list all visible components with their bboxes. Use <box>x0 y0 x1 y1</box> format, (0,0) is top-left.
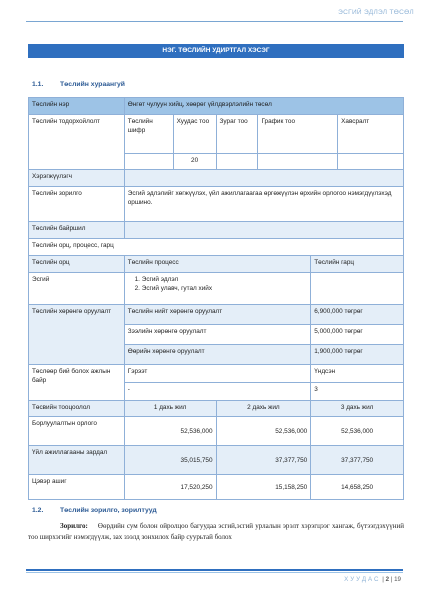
page-number: 2 <box>385 576 390 583</box>
year-header: 2 дахь жил <box>216 401 311 417</box>
jobs-header: Үндсэн <box>311 365 404 383</box>
investment-item-label: Өөрийн хөрөнгө оруулалт <box>124 345 311 365</box>
investment-label: Төслийн хөрөнгө оруулалт <box>29 305 125 365</box>
subheading-number: 1.1. <box>32 81 44 88</box>
forecast-value: 17,520,250 <box>124 475 216 500</box>
flow-header: Төслийн процесс <box>124 256 311 273</box>
section-title: НЭГ. ТӨСЛИЙН УДИРТГАЛ ХЭСЭГ <box>28 44 404 58</box>
flow-header: Төслийн гарц <box>311 256 404 273</box>
forecast-value: 15,158,250 <box>216 475 311 500</box>
forecast-row-label: Үйл ажиллагааны зардал <box>29 446 125 475</box>
name-label: Төслийн нэр <box>29 98 125 115</box>
footer-rule <box>26 569 403 571</box>
forecast-row-label: Цэвэр ашиг <box>29 475 125 500</box>
subheading-goals <box>32 507 157 514</box>
name-value: Өнгөт чулуун хийц, хөөрөг үйлдвэрлэлийн төсөл <box>124 98 403 115</box>
ident-col: Төслийн шифр <box>124 115 173 154</box>
goal-paragraph <box>28 521 404 543</box>
ident-label: Төслийн тодорхойлолт <box>29 115 125 170</box>
input-value: Эсгий <box>29 273 125 305</box>
forecast-value: 52,536,000 <box>124 417 216 446</box>
ident-value <box>338 154 404 170</box>
process-item: 2. Эсгий улавч, гутал хийх <box>142 284 308 293</box>
goal-value: Эсгий эдлэлийг хөгжүүлэх, үйл ажиллагаагаа өргөжүүлэн өрхийн орлогоо нэмэгдүүлэхэд оршино. <box>124 187 403 222</box>
year-header: 1 дахь жил <box>124 401 216 417</box>
forecast-value: 14,658,250 <box>311 475 404 500</box>
goal-paragraph-label: Зорилго: <box>60 522 88 530</box>
forecast-row-label: Борлуулалтын орлого <box>29 417 125 446</box>
header-rule <box>26 21 403 22</box>
jobs-value: 3 <box>311 383 404 401</box>
ident-value: 20 <box>173 154 216 170</box>
subheading-text: Төслийн зорилго, зорилтууд <box>60 507 157 514</box>
ident-col: Хуудас тоо <box>173 115 216 154</box>
running-header: ЭСГИЙ ЭДЛЭЛ ТӨСӨЛ <box>338 9 414 16</box>
investment-item-value: 5,000,000 төгрөг <box>311 325 404 345</box>
subheading-text: Төслийн хураангуй <box>60 81 125 88</box>
jobs-header: Гэрээт <box>124 365 311 383</box>
flow-title: Төслийн орц, процесс, гарц <box>29 239 404 256</box>
forecast-value: 52,536,000 <box>216 417 311 446</box>
forecast-value: 37,377,750 <box>216 446 311 475</box>
process-cell <box>124 273 311 305</box>
footer-separator: | <box>382 576 384 583</box>
footer-rule-thin <box>26 572 403 573</box>
investment-item-value: 1,900,000 төгрөг <box>311 345 404 365</box>
page-footer <box>344 576 401 583</box>
ident-col: Зураг тоо <box>216 115 258 154</box>
forecast-value: 52,536,000 <box>311 417 404 446</box>
investment-item-value: 6,900,000 төгрөг <box>311 305 404 325</box>
project-summary-table <box>28 97 404 500</box>
client-label: Хэрэгжүүлэгч <box>29 170 125 187</box>
ident-value <box>258 154 338 170</box>
page-total: 19 <box>394 576 401 583</box>
client-value <box>124 170 403 187</box>
flow-header: Төслийн орц <box>29 256 125 273</box>
forecast-value: 37,377,750 <box>311 446 404 475</box>
footer-separator: | <box>390 576 393 583</box>
ident-col: Хавсралт <box>338 115 404 154</box>
investment-item-label: Зээлийн хөрөнгө оруулалт <box>124 325 311 345</box>
process-item: 1. Эсгий эдлэл <box>142 275 308 284</box>
ident-col: График тоо <box>258 115 338 154</box>
location-label: Төслийн байршил <box>29 222 125 239</box>
subheading-summary <box>32 81 125 88</box>
forecast-label: Төсвийн тооцоолол <box>29 401 125 417</box>
jobs-value: - <box>124 383 311 401</box>
investment-item-label: Төслийн нийт хөрөнгө оруулалт <box>124 305 311 325</box>
goal-label: Төслийн зорилго <box>29 187 125 222</box>
process-list <box>142 275 308 293</box>
jobs-label: Төслөөр бий болох ажлын байр <box>29 365 125 401</box>
goal-paragraph-text: Өөрдийн сум болон ойролцоо багуудаа эсгий,эсгий урлалын эрэлт хэрэгцээг хангаж, бүтээгдэхүүний тоо ширхэгийг нэмэгдүүлж, зах зээлд зонхилох байр суурьтай болох <box>28 522 404 541</box>
ident-value <box>216 154 258 170</box>
ident-value <box>124 154 173 170</box>
footer-word: ХУУДАС <box>344 576 381 583</box>
year-header: 3 дахь жил <box>311 401 404 417</box>
subheading-number: 1.2. <box>32 507 44 514</box>
forecast-value: 35,015,750 <box>124 446 216 475</box>
location-value <box>124 222 403 239</box>
output-value <box>311 273 404 305</box>
